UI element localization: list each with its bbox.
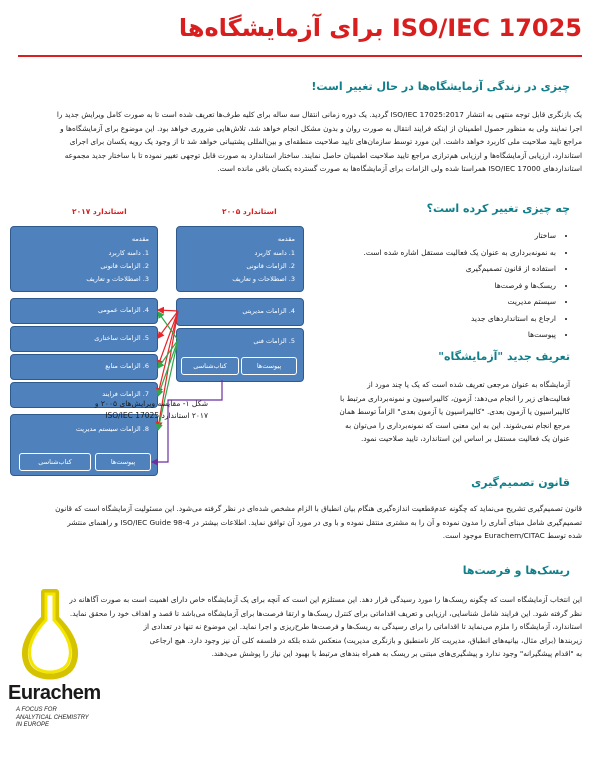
- intro-item-2005-2: 2. الزامات قانونی: [246, 262, 295, 270]
- paragraph-line: آزمایشگاه به عنوان مرجعی تعریف شده است که یک یا چند مورد از: [367, 380, 570, 389]
- paragraph-line: یک بازنگری قابل توجه منتهی به انتشار ISO/IEC 17025:2017 گردید. یک دوره زمانی انتقال سه ساله برای کلیه طرف‌ها تعریف شده است تا به صورت کامل ویرایش جدید را: [56, 110, 582, 119]
- clause-2017-7-label: 7. الزامات فرایند: [102, 390, 149, 398]
- changes-list-item: • ریسک‌ها و فرصت‌ها: [306, 278, 556, 295]
- changes-list-item: • سیستم مدیریت: [306, 294, 556, 311]
- paragraph-line: قانون تصمیم‌گیری تشریح می‌نماید که چگونه عدم‌قطعیت اندازه‌گیری هنگام بیان انطباق با الزام مشخص شده‌ای در نظر گرفته می‌شود. این مسئولیت آزمایشگاه است که قانون: [55, 504, 582, 513]
- paragraph-line: زیربندها (برای مثال، بیانیه‌های انطباق، مدیریت کار نامنطبق و بازنگری مدیریت) منعکس شده بلکه در فلسفه کلی آن نیز وجود دارد. هیچ ارجاعی: [149, 635, 582, 645]
- intro-item-2005-1: 1. دامنه کاربرد: [254, 249, 295, 257]
- eurachem-flask-icon: [10, 588, 90, 684]
- figure-caption-line-2: ۲۰۱۷ استاندارد ISO/IEC 17025: [105, 411, 208, 420]
- paragraph-line: استانداردهای ISO/IEC 17000 همراستا شده ولی الزامات برای آزمایشگاه‌ها به صورت گسترده یکسان باقی مانده است.: [217, 164, 582, 174]
- section-risk-heading: ریسک‌ها و فرصت‌ها: [462, 564, 570, 577]
- bibliography-2017: کتاب‌شناسی: [19, 453, 91, 471]
- paragraph-line: فعالیت‌های زیر را انجام می‌دهد: آزمون، کالیبراسیون و نمونه‌برداری مرتبط با: [340, 393, 570, 403]
- intro-heading-2017: مقدمه: [131, 235, 149, 243]
- column-header-2017: استاندارد ۲۰۱۷: [72, 207, 127, 216]
- paragraph-line: شده توسط Eurachem/CITAC موجود است.: [442, 531, 582, 541]
- section-change-heading: چیزی در زندگی آزمایشگاه‌ها در حال تغییر است!: [311, 80, 570, 93]
- column-header-2005: استاندارد ۲۰۰۵: [222, 207, 277, 216]
- paragraph-line: کالیبراسیون یا آزمون بعدی. "کالیبراسیون یا آزمون بعدی" الزاماً توسط همان: [339, 407, 570, 417]
- tagline-line-1: A FOCUS FOR: [16, 707, 57, 713]
- changes-list-item: • پیوست‌ها: [306, 327, 556, 344]
- eurachem-tagline: [16, 707, 89, 730]
- bibliography-2005: کتاب‌شناسی: [181, 357, 239, 375]
- annex-2017: پیوست‌ها: [95, 453, 151, 471]
- clause-2005-4-label: 4. الزامات مدیریتی: [242, 307, 295, 315]
- section-lab-heading: تعریف جدید "آزمایشگاه": [438, 350, 570, 363]
- clause-2017-6-label: 6. الزامات منابع: [105, 362, 149, 370]
- paragraph-line: استاندارد، ارزیابی آزمایشگاه‌ها و ارزیابی هم‌ترازی مراجع تایید صلاحیت اطمینان حاصل نمایند. ساختار استاندارد به صورت قابل توجهی تغییر نموده تا با ساختار جدید مجموعه: [64, 150, 582, 160]
- figure-caption: [95, 398, 208, 422]
- paragraph-line: تصمیم‌گیری شامل مبنای آماری را مدون نموده و آن را به مشتری منتقل نموده و با وی در مورد آن توافق نماید. اطلاعات بیشتر در ISO/IEC Guide 98-4 و راهنمای منتشر: [67, 517, 582, 527]
- paragraph-line: نظر گرفته شود. این فرایند شامل شناسایی، ارزیابی و تعریف اقداماتی برای کنترل ریسک‌ها و ارتقا فرصت‌ها برای آزمایشگاه می‌باشد تا قصد و اهداف خود را محقق نماید.: [69, 608, 582, 618]
- clause-2017-8-label: 8. الزامات سیستم مدیریت: [75, 425, 149, 433]
- section-risk-body: [69, 593, 582, 665]
- intro-item-2017-1: 1. دامنه کاربرد: [108, 249, 149, 257]
- intro-item-2017-2: 2. الزامات قانونی: [100, 262, 149, 270]
- figure-caption-line-1: شکل ۱- مقایسه ویرایش‌های ۲۰۰۵ و: [94, 399, 208, 408]
- section-what-heading: چه چیزی تغییر کرده است؟: [426, 202, 570, 215]
- changes-list-item: • ارجاع به استانداردهای جدید: [306, 311, 556, 328]
- section-lab-body: [318, 378, 570, 450]
- paragraph-line: اجرا نمایند ولی به منظور حصول اطمینان از اینکه فرایند انتقال به صورت روان و بدون مشکل انجام خواهد شد، تلاش‌هایی ضروری خواهد بود. این موضوع برای آزمایشگاه‌ها و: [60, 123, 582, 133]
- paragraph-line: مرجع انجام نمی‌شوند. این به این معنی است که نمونه‌برداری را می‌توان به: [345, 420, 570, 430]
- paragraph-line: عنوان یک فعالیت مستقل بر اساس این استاندارد، تایید صلاحیت نمود.: [361, 434, 570, 444]
- intro-heading-2005: مقدمه: [277, 235, 295, 243]
- eurachem-logo-word: Eurachem: [8, 682, 101, 704]
- paragraph-line: مراجع تایید صلاحیت ملی کاربرد خواهد داشت. این مورد توسط سازمان‌های تایید صلاحیت منطقه‌ای و بین‌المللی پشتیبانی خواهد شد تا از وجود یک رویه یکسان برای اجرای: [69, 137, 582, 147]
- annex-2005: پیوست‌ها: [241, 357, 297, 375]
- intro-item-2017-3: 3. اصطلاحات و تعاریف: [86, 275, 149, 283]
- section-rule-heading: قانون تصمیم‌گیری: [471, 476, 570, 489]
- arrow-4-to-6: [158, 311, 178, 366]
- paragraph-line: به "اقدام پیشگیرانه" وجود ندارد و پیشگیری‌های مبتنی بر ریسک به همراه بندهای مرتبط با بهبود این نیاز را پوشش می‌دهند.: [211, 649, 582, 659]
- clause-2005-5-label: 5. الزامات فنی: [253, 337, 295, 345]
- tagline-line-3: IN EUROPE: [16, 722, 50, 728]
- clause-2017-5-label: 5. الزامات ساختاری: [94, 334, 149, 342]
- changes-list-item: • به نمونه‌برداری به عنوان یک فعالیت مستقل اشاره شده است.: [306, 245, 556, 262]
- paragraph-line: استاندارد، آزمایشگاه را ملزم می‌نماید تا اقداماتی را برای رسیدگی به ریسک‌ها و فرصت‌ها طرح‌ریزی و اجرا نماید. این موضوع نه تنها در تعدادی از: [143, 622, 582, 632]
- tagline-line-2: ANALYTICAL CHEMISTRY: [16, 714, 89, 721]
- intro-item-2005-3: 3. اصطلاحات و تعاریف: [232, 275, 295, 283]
- arrow-4-to-4: [158, 310, 178, 311]
- changes-list: [306, 228, 570, 344]
- page-title: ISO/IEC 17025 برای آزمایشگاه‌ها: [178, 14, 582, 42]
- section-rule-body: [18, 502, 582, 546]
- clause-2017-4-label: 4. الزامات عمومی: [98, 306, 149, 314]
- changes-list-item: • ساختار: [306, 228, 556, 245]
- paragraph-line: این انتخاب آزمایشگاه است که چگونه ریسک‌ها را مورد رسیدگی قرار دهد. این مستلزم این است که آنچه برای یک آزمایشگاه خاص دارای اهمیت است به صورت آگاهانه در: [69, 595, 582, 604]
- changes-list-item: • استفاده از قانون تصمیم‌گیری: [306, 261, 556, 278]
